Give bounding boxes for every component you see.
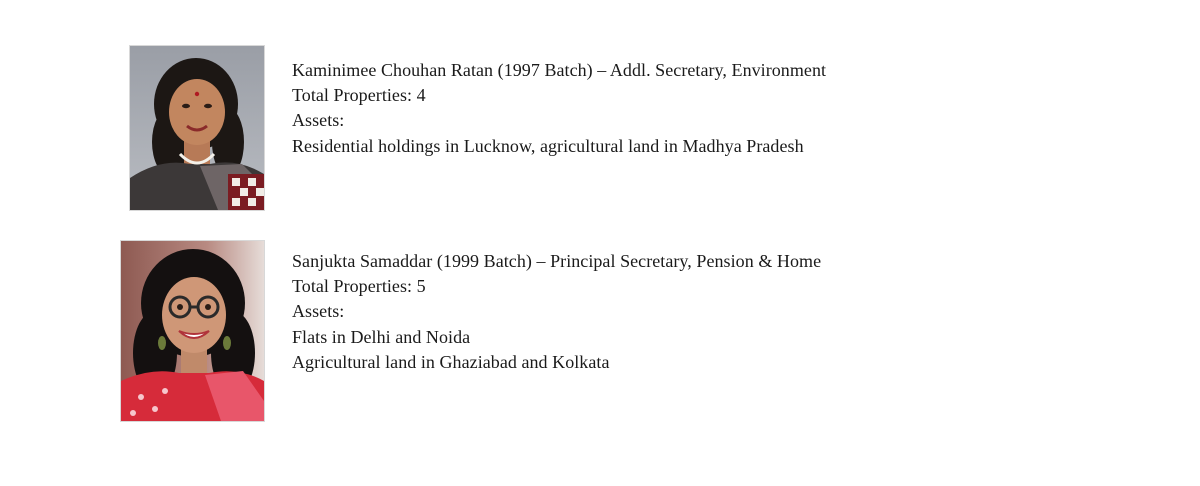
total-properties: Total Properties: 4 — [292, 85, 426, 106]
officer-portrait-photo — [129, 45, 265, 211]
officer-heading: Kaminimee Chouhan Ratan (1997 Batch) – Addl. Secretary, Environment — [292, 60, 827, 80]
asset-item: Flats in Delhi and Noida — [292, 326, 471, 347]
assets-label: Assets: — [292, 301, 345, 322]
assets-label: Assets: — [292, 110, 345, 131]
officer-details — [292, 58, 826, 159]
asset-item: Agricultural land in Ghaziabad and Kolkata — [292, 351, 610, 372]
officer-heading: Sanjukta Samaddar (1999 Batch) – Principal Secretary, Pension & Home — [292, 251, 822, 271]
officer-portrait-photo — [120, 240, 265, 422]
asset-item: Residential holdings in Lucknow, agricultural land in Madhya Pradesh — [292, 135, 804, 156]
total-properties: Total Properties: 5 — [292, 276, 426, 297]
officer-details — [292, 249, 821, 375]
